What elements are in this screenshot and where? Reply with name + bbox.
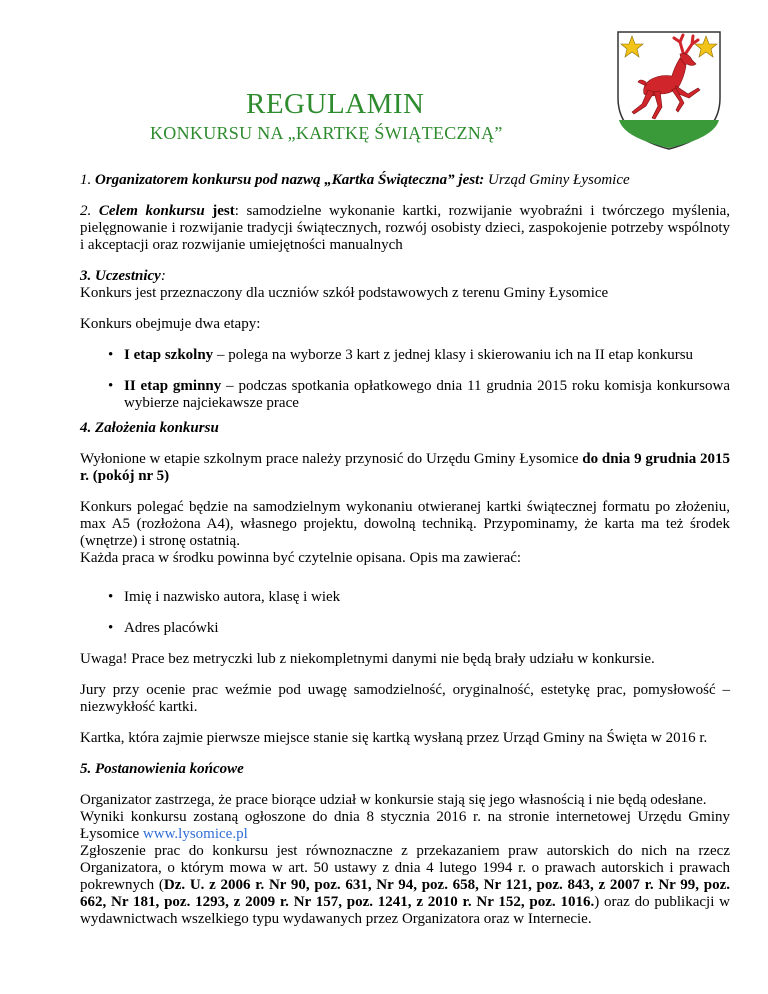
section-3-heading-text: 3. Uczestnicy bbox=[80, 268, 161, 284]
bullet-icon: • bbox=[108, 589, 114, 605]
description-list bbox=[80, 589, 730, 637]
section-2-purpose bbox=[80, 203, 730, 254]
section-2-label-verb: jest bbox=[212, 203, 235, 219]
section-2-label: Celem konkursu bbox=[98, 203, 205, 219]
section-4-description: Każda praca w środku powinna być czytelnie opisana. Opis ma zawierać: bbox=[80, 550, 522, 566]
section-4-winner: Kartka, która zajmie pierwsze miejsce stanie się kartką wysłaną przez Urząd Gminy na Święta w 2016 r. bbox=[80, 730, 708, 746]
list-item bbox=[80, 620, 730, 637]
section-4-format: Konkurs polegać będzie na samodzielnym wykonaniu otwieranej kartki świątecznej formatu po złożeniu, max A5 (rozłożona A4), własnego projektu, dowolną techniką. Przypominamy, że karta ma też środek (wnętrze) i stronę ostatnią. bbox=[80, 499, 730, 549]
section-1-label: Organizatorem konkursu pod nazwą „Kartka Świąteczna” jest: bbox=[95, 172, 485, 188]
stage-1-label: I etap szkolny bbox=[124, 347, 214, 363]
list-item bbox=[80, 347, 730, 364]
bullet-icon: • bbox=[108, 620, 114, 636]
section-4-deadline bbox=[80, 451, 730, 485]
section-1-organizer bbox=[80, 172, 730, 189]
section-1-number: 1. bbox=[80, 172, 92, 188]
section-3-text: Konkurs jest przeznaczony dla uczniów szkół podstawowych z terenu Gminy Łysomice bbox=[80, 285, 609, 301]
section-5-copyright bbox=[80, 843, 730, 928]
stage-1-text: – polega na wyborze 3 kart z jednej klasy i skierowaniu ich na II etap konkursu bbox=[213, 347, 694, 363]
copyright-text: Zgłoszenie prac do konkursu jest równoznaczne z przekazaniem praw autorskich do nich na rzecz Organizatora, o którym mowa w art. 50 ustawy z dnia 4 lutego 1994 r. o prawach autorskich i prawach pokrewnych ( bbox=[80, 843, 730, 893]
deadline-text: Wyłonione w etapie szkolnym prace należy przynosić do Urzędu Gminy Łysomice bbox=[80, 451, 583, 467]
section-3-heading-colon: : bbox=[160, 268, 166, 284]
section-5-ownership: Organizator zastrzega, że prace biorące udział w konkursie stają się jego własnością i nie będą odesłane. bbox=[80, 792, 707, 808]
section-4-heading bbox=[80, 420, 730, 437]
section-4-heading-text: 4. Założenia konkursu bbox=[80, 420, 219, 436]
document-subtitle: KONKURSU NA „KARTKĘ ŚWIĄTECZNĄ” bbox=[150, 123, 503, 143]
section-1-organizer-name: Urząd Gminy Łysomice bbox=[488, 172, 630, 188]
list-item bbox=[80, 378, 730, 412]
section-5-heading-text: 5. Postanowienia końcowe bbox=[80, 761, 244, 777]
copyright-text-end: ) oraz do publikacji w wydawnictwach wszelkiego typu wydawanych przez Organizatora oraz w Internecie. bbox=[80, 894, 730, 927]
stage-2-label: II etap gminny bbox=[124, 378, 222, 394]
section-3-heading bbox=[80, 268, 730, 285]
section-5-results bbox=[80, 809, 730, 843]
list-item bbox=[80, 589, 730, 606]
stages-intro: Konkurs obejmuje dwa etapy: bbox=[80, 316, 261, 332]
document-title: REGULAMIN bbox=[246, 88, 425, 120]
stages-list bbox=[80, 347, 730, 412]
section-4-jury: Jury przy ocenie prac weźmie pod uwagę samodzielność, oryginalność, estetykę prac, pomysłowość – niezwykłość kartki. bbox=[80, 682, 730, 715]
description-item-2: Adres placówki bbox=[124, 620, 219, 636]
deadline-date: do dnia 9 grudnia 2015 r. (pokój nr 5) bbox=[80, 451, 731, 484]
coat-of-arms-deer-icon bbox=[614, 28, 724, 152]
section-2-text: : samodzielne wykonanie kartki, rozwijanie wyobraźni i twórczego myślenia, pielęgnowanie i rozwijanie tradycji świątecznych, rozwój osobisty dzieci, zaspokojenie potrzeby wspólnoty i akceptacji oraz rozwijanie umiejętności manualnych bbox=[80, 203, 731, 253]
results-text: Wyniki konkursu zostaną ogłoszone do dnia 8 stycznia 2016 r. na stronie internetowej Urzędu Gminy Łysomice bbox=[80, 809, 730, 842]
section-2-number: 2. bbox=[80, 203, 92, 219]
copyright-legal-reference: Dz. U. z 2006 r. Nr 90, poz. 631, Nr 94, poz. 658, Nr 121, poz. 843, z 2007 r. Nr 99, poz. 662, Nr 181, poz. 1293, z 2009 r. Nr 157, poz. 1241, z 2010 r. Nr 152, poz. 1016. bbox=[80, 877, 730, 910]
bullet-icon: • bbox=[108, 378, 114, 394]
document-body bbox=[80, 172, 730, 928]
website-link[interactable]: www.lysomice.pl bbox=[142, 826, 248, 842]
section-5-heading bbox=[80, 761, 730, 778]
description-item-1: Imię i nazwisko autora, klasę i wiek bbox=[124, 589, 341, 605]
stage-2-text: – podczas spotkania opłatkowego dnia 11 grudnia 2015 roku komisja konkursowa wybierze najciekawsze prace bbox=[124, 378, 730, 411]
section-4-warning: Uwaga! Prace bez metryczki lub z niekompletnymi danymi nie będą brały udziału w konkursie. bbox=[80, 651, 655, 667]
bullet-icon: • bbox=[108, 347, 114, 363]
